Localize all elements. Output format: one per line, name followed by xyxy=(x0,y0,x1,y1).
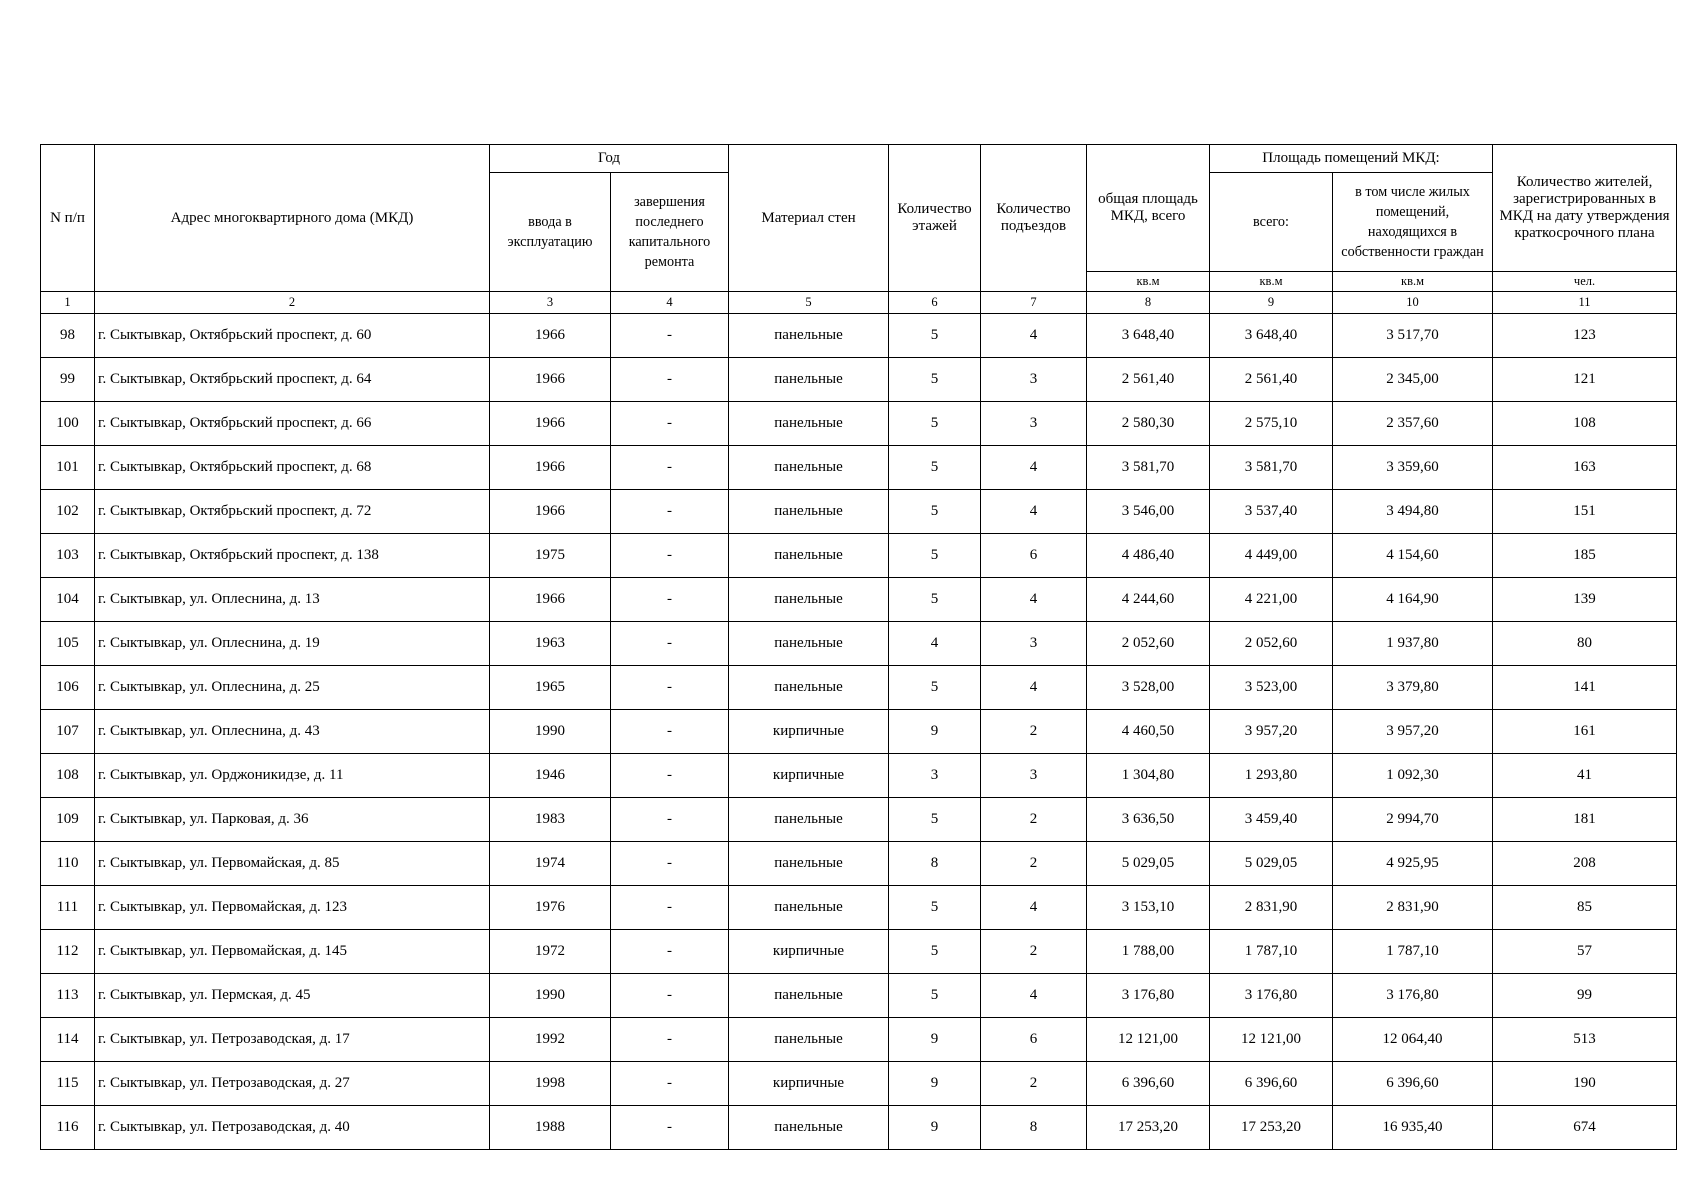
cell-year-repair: - xyxy=(611,534,729,578)
header-premises-residential: в том числе жилых помещений, находящихся в собственности граждан xyxy=(1333,173,1493,272)
cell-entrances: 4 xyxy=(981,974,1087,1018)
cell-year-repair: - xyxy=(611,710,729,754)
cell-floors: 5 xyxy=(889,886,981,930)
cell-premises-residential: 4 925,95 xyxy=(1333,842,1493,886)
cell-floors: 5 xyxy=(889,798,981,842)
cell-total-area: 1 304,80 xyxy=(1087,754,1210,798)
cell-num: 98 xyxy=(41,314,95,358)
cell-wall-material: панельные xyxy=(729,314,889,358)
cell-wall-material: панельные xyxy=(729,666,889,710)
cell-premises-all: 4 449,00 xyxy=(1210,534,1333,578)
cell-premises-residential: 1 092,30 xyxy=(1333,754,1493,798)
table-row xyxy=(41,930,1677,974)
cell-address: г. Сыктывкар, Октябрьский проспект, д. 72 xyxy=(95,490,490,534)
cell-year-commission: 1972 xyxy=(490,930,611,974)
cell-total-area: 2 052,60 xyxy=(1087,622,1210,666)
table-row xyxy=(41,402,1677,446)
cell-total-area: 12 121,00 xyxy=(1087,1018,1210,1062)
cell-year-commission: 1966 xyxy=(490,490,611,534)
cell-premises-residential: 2 345,00 xyxy=(1333,358,1493,402)
cell-address: г. Сыктывкар, ул. Оплеснина, д. 25 xyxy=(95,666,490,710)
cell-entrances: 3 xyxy=(981,622,1087,666)
cell-entrances: 6 xyxy=(981,1018,1087,1062)
column-number-row xyxy=(41,292,1677,314)
cell-num: 100 xyxy=(41,402,95,446)
cell-premises-all: 3 648,40 xyxy=(1210,314,1333,358)
cell-floors: 9 xyxy=(889,1062,981,1106)
cell-year-commission: 1946 xyxy=(490,754,611,798)
cell-year-commission: 1988 xyxy=(490,1106,611,1150)
cell-year-repair: - xyxy=(611,358,729,402)
table-row xyxy=(41,1106,1677,1150)
cell-entrances: 2 xyxy=(981,710,1087,754)
unit-premises-residential: кв.м xyxy=(1333,272,1493,292)
cell-num: 106 xyxy=(41,666,95,710)
cell-residents: 139 xyxy=(1493,578,1677,622)
cell-premises-residential: 3 176,80 xyxy=(1333,974,1493,1018)
cell-address: г. Сыктывкар, ул. Оплеснина, д. 19 xyxy=(95,622,490,666)
cell-floors: 5 xyxy=(889,534,981,578)
cell-num: 114 xyxy=(41,1018,95,1062)
housing-registry-table xyxy=(40,144,1677,1150)
cell-year-commission: 1990 xyxy=(490,710,611,754)
cell-floors: 5 xyxy=(889,578,981,622)
cell-total-area: 4 486,40 xyxy=(1087,534,1210,578)
table-row xyxy=(41,754,1677,798)
cell-num: 110 xyxy=(41,842,95,886)
unit-total-area: кв.м xyxy=(1087,272,1210,292)
cell-premises-all: 2 561,40 xyxy=(1210,358,1333,402)
cell-residents: 181 xyxy=(1493,798,1677,842)
cell-residents: 41 xyxy=(1493,754,1677,798)
cell-year-repair: - xyxy=(611,1062,729,1106)
column-number: 8 xyxy=(1087,292,1210,314)
cell-year-commission: 1966 xyxy=(490,446,611,490)
cell-year-commission: 1990 xyxy=(490,974,611,1018)
table-row xyxy=(41,622,1677,666)
column-number: 5 xyxy=(729,292,889,314)
cell-total-area: 2 580,30 xyxy=(1087,402,1210,446)
cell-wall-material: кирпичные xyxy=(729,1062,889,1106)
cell-wall-material: панельные xyxy=(729,974,889,1018)
cell-total-area: 4 244,60 xyxy=(1087,578,1210,622)
table-row xyxy=(41,358,1677,402)
cell-entrances: 2 xyxy=(981,1062,1087,1106)
cell-premises-residential: 12 064,40 xyxy=(1333,1018,1493,1062)
cell-year-repair: - xyxy=(611,842,729,886)
cell-total-area: 5 029,05 xyxy=(1087,842,1210,886)
cell-total-area: 3 153,10 xyxy=(1087,886,1210,930)
cell-premises-all: 3 537,40 xyxy=(1210,490,1333,534)
cell-address: г. Сыктывкар, Октябрьский проспект, д. 68 xyxy=(95,446,490,490)
cell-residents: 99 xyxy=(1493,974,1677,1018)
cell-address: г. Сыктывкар, ул. Орджоникидзе, д. 11 xyxy=(95,754,490,798)
cell-entrances: 2 xyxy=(981,930,1087,974)
cell-year-commission: 1975 xyxy=(490,534,611,578)
header-year-group: Год xyxy=(490,145,729,173)
cell-residents: 185 xyxy=(1493,534,1677,578)
table-row xyxy=(41,798,1677,842)
cell-residents: 80 xyxy=(1493,622,1677,666)
cell-address: г. Сыктывкар, ул. Оплеснина, д. 43 xyxy=(95,710,490,754)
cell-year-commission: 1974 xyxy=(490,842,611,886)
cell-entrances: 3 xyxy=(981,754,1087,798)
cell-year-repair: - xyxy=(611,578,729,622)
cell-total-area: 3 528,00 xyxy=(1087,666,1210,710)
cell-premises-residential: 3 379,80 xyxy=(1333,666,1493,710)
header-total-area: общая площадь МКД, всего xyxy=(1087,145,1210,272)
cell-floors: 9 xyxy=(889,1018,981,1062)
cell-total-area: 1 788,00 xyxy=(1087,930,1210,974)
cell-address: г. Сыктывкар, Октябрьский проспект, д. 64 xyxy=(95,358,490,402)
cell-total-area: 3 636,50 xyxy=(1087,798,1210,842)
cell-premises-residential: 4 164,90 xyxy=(1333,578,1493,622)
column-number: 1 xyxy=(41,292,95,314)
cell-entrances: 4 xyxy=(981,490,1087,534)
cell-wall-material: кирпичные xyxy=(729,754,889,798)
cell-floors: 5 xyxy=(889,358,981,402)
cell-address: г. Сыктывкар, ул. Пермская, д. 45 xyxy=(95,974,490,1018)
cell-address: г. Сыктывкар, ул. Петрозаводская, д. 27 xyxy=(95,1062,490,1106)
cell-premises-residential: 6 396,60 xyxy=(1333,1062,1493,1106)
cell-residents: 163 xyxy=(1493,446,1677,490)
cell-num: 102 xyxy=(41,490,95,534)
cell-year-repair: - xyxy=(611,446,729,490)
cell-premises-all: 3 581,70 xyxy=(1210,446,1333,490)
cell-wall-material: панельные xyxy=(729,490,889,534)
cell-floors: 5 xyxy=(889,314,981,358)
cell-year-repair: - xyxy=(611,1106,729,1150)
table-body xyxy=(41,314,1677,1150)
cell-wall-material: кирпичные xyxy=(729,710,889,754)
cell-entrances: 2 xyxy=(981,798,1087,842)
unit-premises-all: кв.м xyxy=(1210,272,1333,292)
cell-year-commission: 1966 xyxy=(490,358,611,402)
cell-total-area: 3 581,70 xyxy=(1087,446,1210,490)
cell-year-commission: 1998 xyxy=(490,1062,611,1106)
cell-premises-residential: 2 831,90 xyxy=(1333,886,1493,930)
column-number: 6 xyxy=(889,292,981,314)
column-number: 9 xyxy=(1210,292,1333,314)
cell-num: 115 xyxy=(41,1062,95,1106)
cell-wall-material: панельные xyxy=(729,534,889,578)
column-number: 10 xyxy=(1333,292,1493,314)
cell-premises-all: 3 523,00 xyxy=(1210,666,1333,710)
cell-premises-all: 2 052,60 xyxy=(1210,622,1333,666)
cell-premises-all: 17 253,20 xyxy=(1210,1106,1333,1150)
cell-residents: 121 xyxy=(1493,358,1677,402)
table-row xyxy=(41,534,1677,578)
cell-wall-material: панельные xyxy=(729,402,889,446)
cell-wall-material: панельные xyxy=(729,578,889,622)
cell-residents: 57 xyxy=(1493,930,1677,974)
table-row xyxy=(41,1018,1677,1062)
cell-num: 111 xyxy=(41,886,95,930)
table-row xyxy=(41,490,1677,534)
header-num: N п/п xyxy=(41,145,95,292)
header-residents: Количество жителей, зарегистрированных в МКД на дату утверждения краткосрочного плана xyxy=(1493,145,1677,272)
cell-wall-material: панельные xyxy=(729,1018,889,1062)
cell-floors: 5 xyxy=(889,402,981,446)
cell-wall-material: панельные xyxy=(729,842,889,886)
cell-year-commission: 1965 xyxy=(490,666,611,710)
cell-wall-material: панельные xyxy=(729,886,889,930)
cell-wall-material: панельные xyxy=(729,798,889,842)
cell-premises-all: 12 121,00 xyxy=(1210,1018,1333,1062)
cell-year-repair: - xyxy=(611,930,729,974)
cell-premises-all: 2 831,90 xyxy=(1210,886,1333,930)
cell-total-area: 3 176,80 xyxy=(1087,974,1210,1018)
cell-address: г. Сыктывкар, ул. Оплеснина, д. 13 xyxy=(95,578,490,622)
cell-entrances: 4 xyxy=(981,666,1087,710)
cell-year-commission: 1992 xyxy=(490,1018,611,1062)
header-year-commission: ввода в эксплуатацию xyxy=(490,173,611,292)
cell-address: г. Сыктывкар, ул. Первомайская, д. 145 xyxy=(95,930,490,974)
cell-wall-material: панельные xyxy=(729,1106,889,1150)
cell-floors: 5 xyxy=(889,446,981,490)
table-row xyxy=(41,974,1677,1018)
table-row xyxy=(41,666,1677,710)
cell-num: 113 xyxy=(41,974,95,1018)
cell-address: г. Сыктывкар, Октябрьский проспект, д. 60 xyxy=(95,314,490,358)
cell-address: г. Сыктывкар, Октябрьский проспект, д. 138 xyxy=(95,534,490,578)
cell-entrances: 3 xyxy=(981,402,1087,446)
cell-wall-material: панельные xyxy=(729,358,889,402)
cell-total-area: 3 546,00 xyxy=(1087,490,1210,534)
table-row xyxy=(41,446,1677,490)
cell-num: 105 xyxy=(41,622,95,666)
cell-floors: 5 xyxy=(889,974,981,1018)
cell-address: г. Сыктывкар, ул. Петрозаводская, д. 40 xyxy=(95,1106,490,1150)
cell-residents: 85 xyxy=(1493,886,1677,930)
column-number: 11 xyxy=(1493,292,1677,314)
cell-year-repair: - xyxy=(611,886,729,930)
cell-residents: 674 xyxy=(1493,1106,1677,1150)
column-number: 4 xyxy=(611,292,729,314)
cell-residents: 151 xyxy=(1493,490,1677,534)
cell-num: 104 xyxy=(41,578,95,622)
cell-premises-all: 2 575,10 xyxy=(1210,402,1333,446)
cell-premises-residential: 3 517,70 xyxy=(1333,314,1493,358)
cell-total-area: 2 561,40 xyxy=(1087,358,1210,402)
cell-premises-all: 1 787,10 xyxy=(1210,930,1333,974)
unit-residents: чел. xyxy=(1493,272,1677,292)
cell-year-commission: 1963 xyxy=(490,622,611,666)
cell-floors: 5 xyxy=(889,666,981,710)
cell-entrances: 4 xyxy=(981,314,1087,358)
cell-entrances: 2 xyxy=(981,842,1087,886)
column-number: 3 xyxy=(490,292,611,314)
cell-entrances: 6 xyxy=(981,534,1087,578)
cell-floors: 3 xyxy=(889,754,981,798)
header-premises-group: Площадь помещений МКД: xyxy=(1210,145,1493,173)
cell-premises-all: 3 176,80 xyxy=(1210,974,1333,1018)
cell-premises-residential: 4 154,60 xyxy=(1333,534,1493,578)
cell-address: г. Сыктывкар, ул. Парковая, д. 36 xyxy=(95,798,490,842)
cell-residents: 141 xyxy=(1493,666,1677,710)
cell-total-area: 17 253,20 xyxy=(1087,1106,1210,1150)
cell-year-commission: 1976 xyxy=(490,886,611,930)
cell-premises-residential: 1 787,10 xyxy=(1333,930,1493,974)
cell-premises-residential: 3 957,20 xyxy=(1333,710,1493,754)
cell-year-repair: - xyxy=(611,622,729,666)
cell-year-repair: - xyxy=(611,754,729,798)
cell-residents: 513 xyxy=(1493,1018,1677,1062)
cell-wall-material: панельные xyxy=(729,446,889,490)
cell-premises-residential: 2 994,70 xyxy=(1333,798,1493,842)
cell-address: г. Сыктывкар, Октябрьский проспект, д. 66 xyxy=(95,402,490,446)
cell-year-repair: - xyxy=(611,314,729,358)
cell-premises-all: 3 957,20 xyxy=(1210,710,1333,754)
cell-residents: 123 xyxy=(1493,314,1677,358)
header-wall-material: Материал стен xyxy=(729,145,889,292)
cell-premises-residential: 16 935,40 xyxy=(1333,1106,1493,1150)
header-floors: Количество этажей xyxy=(889,145,981,292)
table-row xyxy=(41,314,1677,358)
cell-address: г. Сыктывкар, ул. Первомайская, д. 123 xyxy=(95,886,490,930)
column-number: 7 xyxy=(981,292,1087,314)
cell-year-commission: 1966 xyxy=(490,314,611,358)
cell-num: 108 xyxy=(41,754,95,798)
cell-premises-residential: 2 357,60 xyxy=(1333,402,1493,446)
cell-address: г. Сыктывкар, ул. Петрозаводская, д. 17 xyxy=(95,1018,490,1062)
cell-num: 107 xyxy=(41,710,95,754)
cell-num: 116 xyxy=(41,1106,95,1150)
cell-year-commission: 1966 xyxy=(490,402,611,446)
cell-year-repair: - xyxy=(611,798,729,842)
table-row xyxy=(41,710,1677,754)
cell-floors: 4 xyxy=(889,622,981,666)
cell-floors: 5 xyxy=(889,490,981,534)
cell-total-area: 4 460,50 xyxy=(1087,710,1210,754)
cell-entrances: 8 xyxy=(981,1106,1087,1150)
cell-residents: 161 xyxy=(1493,710,1677,754)
header-address: Адрес многоквартирного дома (МКД) xyxy=(95,145,490,292)
table-row xyxy=(41,886,1677,930)
cell-num: 103 xyxy=(41,534,95,578)
cell-address: г. Сыктывкар, ул. Первомайская, д. 85 xyxy=(95,842,490,886)
cell-premises-all: 4 221,00 xyxy=(1210,578,1333,622)
table-row xyxy=(41,842,1677,886)
column-number: 2 xyxy=(95,292,490,314)
cell-premises-residential: 1 937,80 xyxy=(1333,622,1493,666)
cell-residents: 190 xyxy=(1493,1062,1677,1106)
cell-entrances: 4 xyxy=(981,578,1087,622)
table-row xyxy=(41,1062,1677,1106)
cell-num: 99 xyxy=(41,358,95,402)
cell-num: 109 xyxy=(41,798,95,842)
cell-premises-residential: 3 494,80 xyxy=(1333,490,1493,534)
cell-floors: 9 xyxy=(889,1106,981,1150)
cell-wall-material: кирпичные xyxy=(729,930,889,974)
cell-num: 112 xyxy=(41,930,95,974)
cell-wall-material: панельные xyxy=(729,622,889,666)
cell-num: 101 xyxy=(41,446,95,490)
cell-year-repair: - xyxy=(611,1018,729,1062)
table-row xyxy=(41,578,1677,622)
cell-year-repair: - xyxy=(611,974,729,1018)
cell-entrances: 4 xyxy=(981,886,1087,930)
cell-year-repair: - xyxy=(611,666,729,710)
cell-premises-all: 6 396,60 xyxy=(1210,1062,1333,1106)
cell-total-area: 3 648,40 xyxy=(1087,314,1210,358)
cell-floors: 8 xyxy=(889,842,981,886)
cell-year-commission: 1966 xyxy=(490,578,611,622)
cell-floors: 9 xyxy=(889,710,981,754)
cell-premises-all: 5 029,05 xyxy=(1210,842,1333,886)
cell-premises-residential: 3 359,60 xyxy=(1333,446,1493,490)
cell-year-repair: - xyxy=(611,490,729,534)
cell-residents: 108 xyxy=(1493,402,1677,446)
cell-residents: 208 xyxy=(1493,842,1677,886)
cell-premises-all: 3 459,40 xyxy=(1210,798,1333,842)
cell-floors: 5 xyxy=(889,930,981,974)
cell-year-repair: - xyxy=(611,402,729,446)
table-header xyxy=(41,145,1677,314)
header-year-repair: завершения последнего капитального ремонта xyxy=(611,173,729,292)
cell-entrances: 4 xyxy=(981,446,1087,490)
header-premises-all: всего: xyxy=(1210,173,1333,272)
cell-total-area: 6 396,60 xyxy=(1087,1062,1210,1106)
cell-premises-all: 1 293,80 xyxy=(1210,754,1333,798)
cell-entrances: 3 xyxy=(981,358,1087,402)
header-entrances: Количество подъездов xyxy=(981,145,1087,292)
cell-year-commission: 1983 xyxy=(490,798,611,842)
